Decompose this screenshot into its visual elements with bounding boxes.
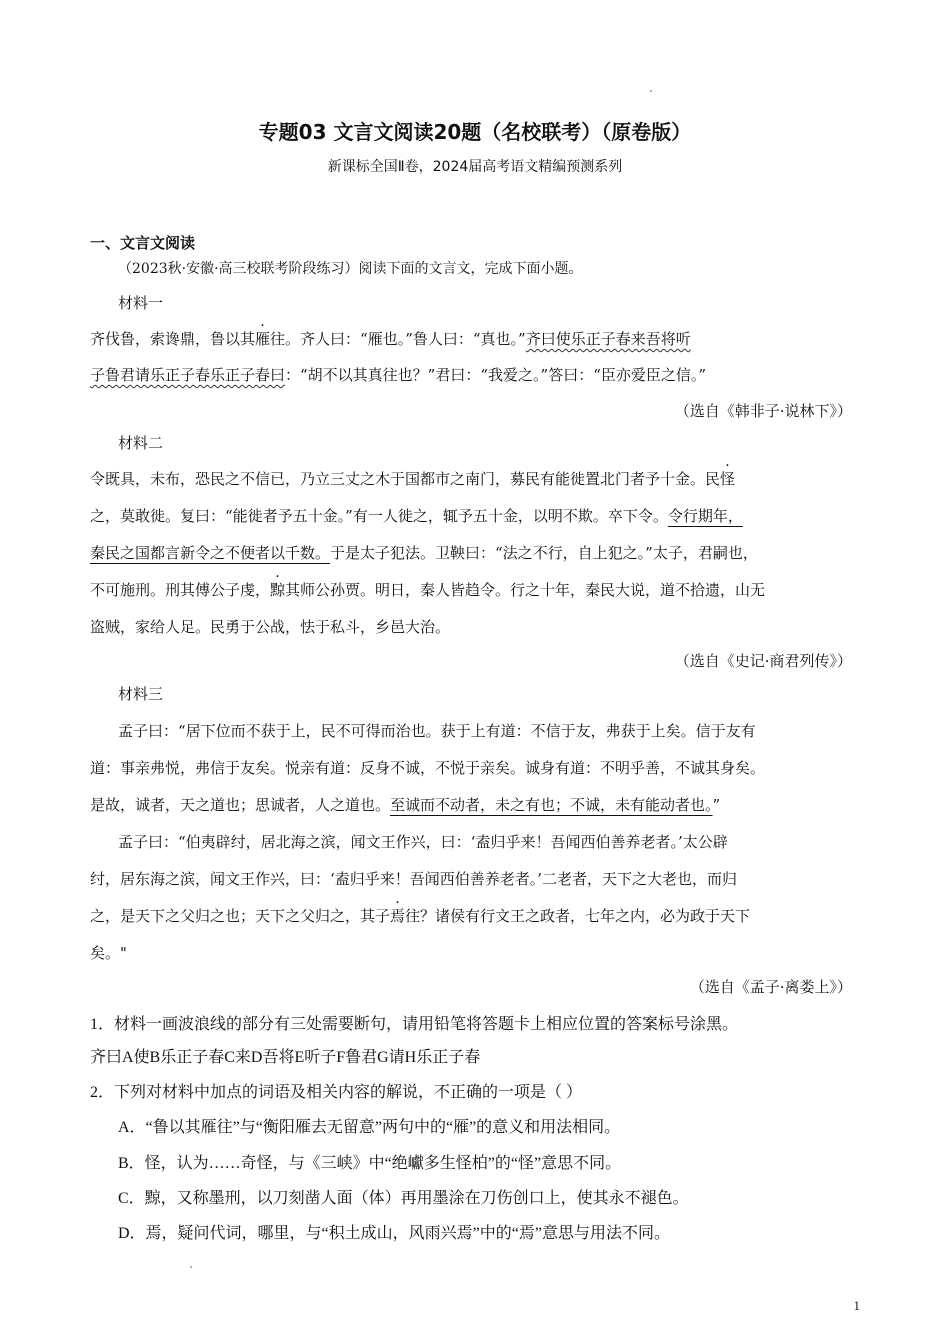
section-heading: 一、文言文阅读	[90, 234, 196, 252]
question-2-option-b: B．怪，认为……奇怪，与《三峡》中“绝巘多生怪柏”的“怪”意思不同。	[118, 1155, 622, 1172]
emphasis-dot-qing: 黥	[270, 581, 286, 599]
material3-line: 矣。"	[90, 944, 127, 962]
emphasis-dot-yan: 雁	[255, 330, 271, 348]
material3-line: 之，是天下之父归之也；天下之父归之，其子焉往？诸侯有行文王之政者，七年之内，必为政于天下	[90, 907, 751, 925]
material3-line: 是故，诚者，天之道也；思诚者，人之道也。至诚而不动者，未之有也；不诚，未有能动者也。”	[90, 796, 721, 814]
material3-citation: （选自《孟子·离娄上》）	[689, 978, 852, 996]
page-title: 专题03 文言文阅读20题（名校联考）（原卷版）	[258, 120, 692, 144]
underlined-text: 至诚而不动者，未之有也；不诚，未有能动者也。	[390, 796, 713, 814]
material2-label: 材料二	[118, 434, 164, 452]
passage-source: （2023秋·安徽·高三校联考阶段练习）阅读下面的文言文，完成下面小题。	[118, 261, 583, 277]
page-subtitle: 新课标全国Ⅱ卷，2024届高考语文精编预测系列	[327, 159, 623, 175]
material1-citation: （选自《韩非子·说林下》）	[674, 402, 852, 420]
material2-line: 不可施刑。刑其傅公子虔，黥其师公孙贾。明日，秦人皆趋令。行之十年，秦民大说，道不拾遗，山无	[90, 581, 766, 599]
scan-speck	[650, 90, 652, 92]
question-2: 2．下列对材料中加点的词语及相关内容的解说，不正确的一项是（ ）	[90, 1084, 583, 1101]
material2-line: 令既具，未布，恐民之不信已，乃立三丈之木于国都市之南门，募民有能徙置北门者予十金。民怪	[90, 470, 736, 488]
material3-line: 纣，居东海之滨，闻文王作兴，曰：‘盍归乎来！吾闻西伯善养老者。’二老者，天下之大老也，而归	[90, 870, 738, 888]
question-2-option-c: C．黥，又称墨刑，以刀刻凿人面（体）再用墨涂在刀伤创口上，使其永不褪色。	[118, 1190, 689, 1207]
underlined-text: 秦民之国都言新令之不便者以千数。	[90, 544, 331, 562]
material2-line: 秦民之国都言新令之不便者以千数。于是太子犯法。卫鞅曰：“法之不行，自上犯之。”太子，君嗣也，	[90, 544, 758, 562]
material3-line: 孟子曰：“居下位而不获于上，民不可得而治也。获于上有道：不信于友，弗获于上矣。信于友有	[118, 722, 756, 740]
material3-label: 材料三	[118, 685, 164, 703]
question-1: 1．材料一画波浪线的部分有三处需要断句，请用铅笔将答题卡上相应位置的答案标号涂黑。	[90, 1016, 739, 1033]
wavy-underline-text: 子鲁君请乐正子春乐正子春曰	[90, 366, 286, 384]
question-1-options: 齐曰A使B乐正子春C来D吾将E听子F鲁君G请H乐正子春	[90, 1049, 481, 1066]
question-2-option-a: A．“鲁以其雁往”与“衡阳雁去无留意”两句中的“雁”的意义和用法相同。	[118, 1119, 621, 1136]
scan-speck	[190, 1266, 192, 1268]
wavy-underline-text: 齐曰使乐正子春来吾将听	[525, 330, 691, 348]
material1-line: 子鲁君请乐正子春乐正子春曰：“胡不以其真往也？”君曰：“我爱之。”答曰：“臣亦爱臣之信。”	[90, 366, 707, 384]
material1-line: 齐伐鲁，索谗鼎，鲁以其雁往。齐人曰：“雁也。”鲁人曰：“真也。”齐曰使乐正子春来吾将听	[90, 330, 691, 348]
material1-label: 材料一	[118, 294, 164, 312]
question-2-option-d: D．焉，疑问代词，哪里，与“积土成山，风雨兴焉”中的“焉”意思与用法不同。	[118, 1225, 670, 1242]
material2-line: 之，莫敢徙。复曰：“能徙者予五十金。”有一人徙之，辄予五十金，以明不欺。卒下令。令行期年，	[90, 507, 743, 525]
material2-citation: （选自《史记·商君列传》）	[674, 652, 852, 670]
material2-line: 盗贼，家给人足。民勇于公战，怯于私斗，乡邑大治。	[90, 618, 451, 636]
emphasis-dot-guai: 怪	[720, 470, 736, 488]
page-number: 1	[853, 1298, 860, 1313]
material3-line: 道：事亲弗悦，弗信于友矣。悦亲有道：反身不诚，不悦于亲矣。诚身有道：不明乎善，不诚其身矣。	[90, 759, 766, 777]
material3-line: 孟子曰：“伯夷辟纣，居北海之滨，闻文王作兴，曰：‘盍归乎来！吾闻西伯善养老者。’太公辟	[118, 833, 728, 851]
emphasis-dot-yan2: 焉	[390, 907, 406, 925]
underlined-text: 令行期年，	[667, 507, 743, 525]
